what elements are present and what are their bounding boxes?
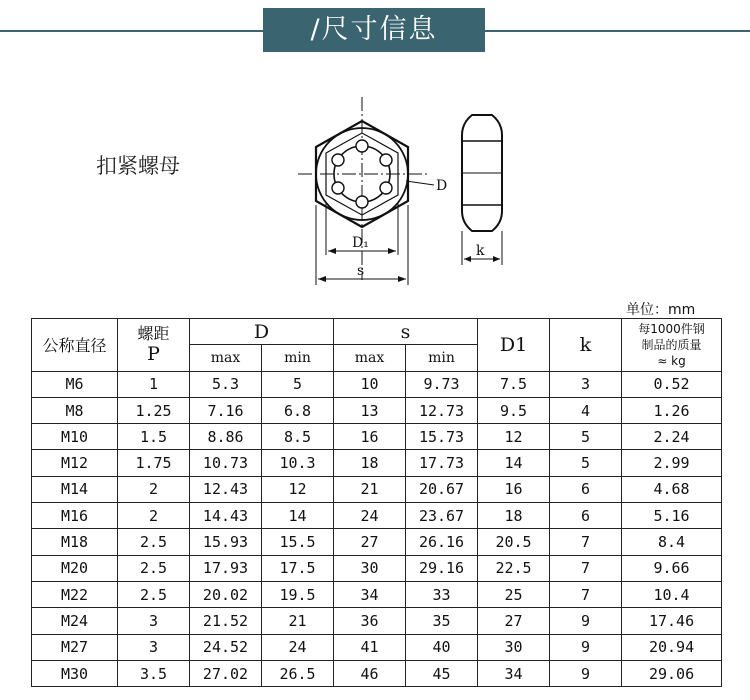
cell-d-max: 7.16: [190, 397, 262, 423]
header-line-right: [485, 30, 750, 32]
cell-k: 5: [550, 450, 622, 476]
header-mass-line1: 每1000件钢: [638, 321, 705, 336]
cell-d-min: 10.3: [262, 450, 334, 476]
cell-d1: 12: [478, 424, 550, 450]
table-row: [32, 608, 722, 634]
cell-s-max: 21: [334, 476, 406, 502]
header-s-max: max: [334, 345, 406, 371]
cell-d-max: 20.02: [190, 581, 262, 607]
cell-pitch: 2: [118, 503, 190, 529]
cell-nominal: M27: [32, 634, 118, 660]
cell-s-max: 36: [334, 608, 406, 634]
spec-table: [31, 318, 722, 687]
table-row: [32, 503, 722, 529]
header-nominal: 公称直径: [32, 319, 118, 372]
cell-d-min: 12: [262, 476, 334, 502]
cell-s-min: 40: [406, 634, 478, 660]
cell-mass: 4.68: [622, 476, 722, 502]
cell-mass: 2.99: [622, 450, 722, 476]
cell-s-max: 34: [334, 581, 406, 607]
cell-k: 3: [550, 371, 622, 397]
cell-d-min: 15.5: [262, 529, 334, 555]
cell-d-max: 17.93: [190, 555, 262, 581]
cell-d-min: 5: [262, 371, 334, 397]
cell-pitch: 1.75: [118, 450, 190, 476]
header-d: D: [190, 319, 334, 345]
table-row: [32, 476, 722, 502]
header-mass-line3: ≈ kg: [657, 353, 686, 368]
cell-d-max: 14.43: [190, 503, 262, 529]
header-d-min: min: [262, 345, 334, 371]
cell-s-min: 26.16: [406, 529, 478, 555]
cell-d1: 30: [478, 634, 550, 660]
header-mass: [622, 319, 722, 372]
table-row: [32, 660, 722, 686]
cell-d-min: 26.5: [262, 660, 334, 686]
cell-pitch: 2.5: [118, 529, 190, 555]
nut-drawing: [296, 95, 516, 290]
cell-d1: 16: [478, 476, 550, 502]
cell-mass: 8.4: [622, 529, 722, 555]
cell-k: 7: [550, 555, 622, 581]
cell-pitch: 1.5: [118, 424, 190, 450]
cell-mass: 5.16: [622, 503, 722, 529]
cell-s-max: 46: [334, 660, 406, 686]
cell-d-max: 5.3: [190, 371, 262, 397]
cell-s-max: 13: [334, 397, 406, 423]
cell-pitch: 3.5: [118, 660, 190, 686]
label-k: k: [476, 243, 485, 259]
cell-mass: 29.06: [622, 660, 722, 686]
cell-k: 5: [550, 424, 622, 450]
cell-d-max: 8.86: [190, 424, 262, 450]
header-line-left: [0, 30, 263, 32]
cell-nominal: M6: [32, 371, 118, 397]
cell-nominal: M16: [32, 503, 118, 529]
cell-s-min: 29.16: [406, 555, 478, 581]
cell-k: 4: [550, 397, 622, 423]
cell-s-min: 12.73: [406, 397, 478, 423]
table-row: [32, 371, 722, 397]
table-row: [32, 529, 722, 555]
table-row: [32, 581, 722, 607]
cell-nominal: M10: [32, 424, 118, 450]
cell-d-max: 10.73: [190, 450, 262, 476]
cell-d1: 20.5: [478, 529, 550, 555]
cell-s-max: 24: [334, 503, 406, 529]
cell-d-min: 19.5: [262, 581, 334, 607]
cell-pitch: 1.25: [118, 397, 190, 423]
cell-nominal: M18: [32, 529, 118, 555]
header-s: s: [334, 319, 478, 345]
cell-pitch: 2.5: [118, 555, 190, 581]
header-s-min: min: [406, 345, 478, 371]
cell-mass: 10.4: [622, 581, 722, 607]
table-header-row: [32, 319, 722, 345]
cell-d1: 14: [478, 450, 550, 476]
table-row: [32, 424, 722, 450]
cell-pitch: 3: [118, 608, 190, 634]
cell-nominal: M30: [32, 660, 118, 686]
cell-nominal: M24: [32, 608, 118, 634]
cell-k: 9: [550, 634, 622, 660]
cell-d1: 18: [478, 503, 550, 529]
cell-nominal: M12: [32, 450, 118, 476]
cell-pitch: 1: [118, 371, 190, 397]
cell-s-min: 9.73: [406, 371, 478, 397]
cell-d1: 9.5: [478, 397, 550, 423]
cell-d-min: 21: [262, 608, 334, 634]
header-mass-line2: 制品的质量: [641, 337, 702, 352]
cell-d1: 34: [478, 660, 550, 686]
cell-nominal: M14: [32, 476, 118, 502]
section-title: /尺寸信息: [263, 8, 485, 52]
cell-s-max: 18: [334, 450, 406, 476]
cell-k: 9: [550, 608, 622, 634]
cell-k: 6: [550, 476, 622, 502]
cell-d-max: 15.93: [190, 529, 262, 555]
table-row: [32, 397, 722, 423]
cell-s-min: 17.73: [406, 450, 478, 476]
cell-d-min: 17.5: [262, 555, 334, 581]
cell-d-min: 6.8: [262, 397, 334, 423]
cell-s-min: 23.67: [406, 503, 478, 529]
cell-pitch: 2.5: [118, 581, 190, 607]
cell-nominal: M20: [32, 555, 118, 581]
label-d1: D₁: [352, 235, 369, 251]
cell-d1: 25: [478, 581, 550, 607]
header-pitch-symbol: P: [147, 343, 160, 366]
cell-s-min: 20.67: [406, 476, 478, 502]
table-row: [32, 450, 722, 476]
cell-s-max: 16: [334, 424, 406, 450]
cell-pitch: 3: [118, 634, 190, 660]
cell-nominal: M22: [32, 581, 118, 607]
cell-s-max: 10: [334, 371, 406, 397]
header-d-max: max: [190, 345, 262, 371]
cell-d-max: 24.52: [190, 634, 262, 660]
header-pitch-label: 螺距: [137, 324, 170, 344]
cell-d-max: 27.02: [190, 660, 262, 686]
cell-k: 7: [550, 529, 622, 555]
header-pitch: [118, 319, 190, 372]
cell-d-min: 24: [262, 634, 334, 660]
cell-nominal: M8: [32, 397, 118, 423]
table-row: [32, 555, 722, 581]
table-row: [32, 634, 722, 660]
cell-d-min: 8.5: [262, 424, 334, 450]
cell-mass: 2.24: [622, 424, 722, 450]
unit-label: 单位：mm: [626, 302, 696, 318]
cell-mass: 17.46: [622, 608, 722, 634]
cell-mass: 9.66: [622, 555, 722, 581]
label-s: s: [357, 263, 365, 279]
cell-mass: 0.52: [622, 371, 722, 397]
cell-pitch: 2: [118, 476, 190, 502]
cell-s-min: 35: [406, 608, 478, 634]
cell-s-max: 27: [334, 529, 406, 555]
header-k: k: [550, 319, 622, 372]
cell-s-min: 33: [406, 581, 478, 607]
cell-mass: 1.26: [622, 397, 722, 423]
cell-d1: 7.5: [478, 371, 550, 397]
cell-s-min: 45: [406, 660, 478, 686]
cell-s-min: 15.73: [406, 424, 478, 450]
product-name: 扣紧螺母: [96, 154, 180, 178]
header-d1: D1: [478, 319, 550, 372]
cell-d-max: 21.52: [190, 608, 262, 634]
cell-d-min: 14: [262, 503, 334, 529]
cell-mass: 20.94: [622, 634, 722, 660]
cell-d-max: 12.43: [190, 476, 262, 502]
cell-s-max: 30: [334, 555, 406, 581]
cell-k: 7: [550, 581, 622, 607]
cell-k: 6: [550, 503, 622, 529]
cell-d1: 22.5: [478, 555, 550, 581]
cell-k: 9: [550, 660, 622, 686]
cell-d1: 27: [478, 608, 550, 634]
cell-s-max: 41: [334, 634, 406, 660]
label-d: D: [436, 178, 448, 194]
